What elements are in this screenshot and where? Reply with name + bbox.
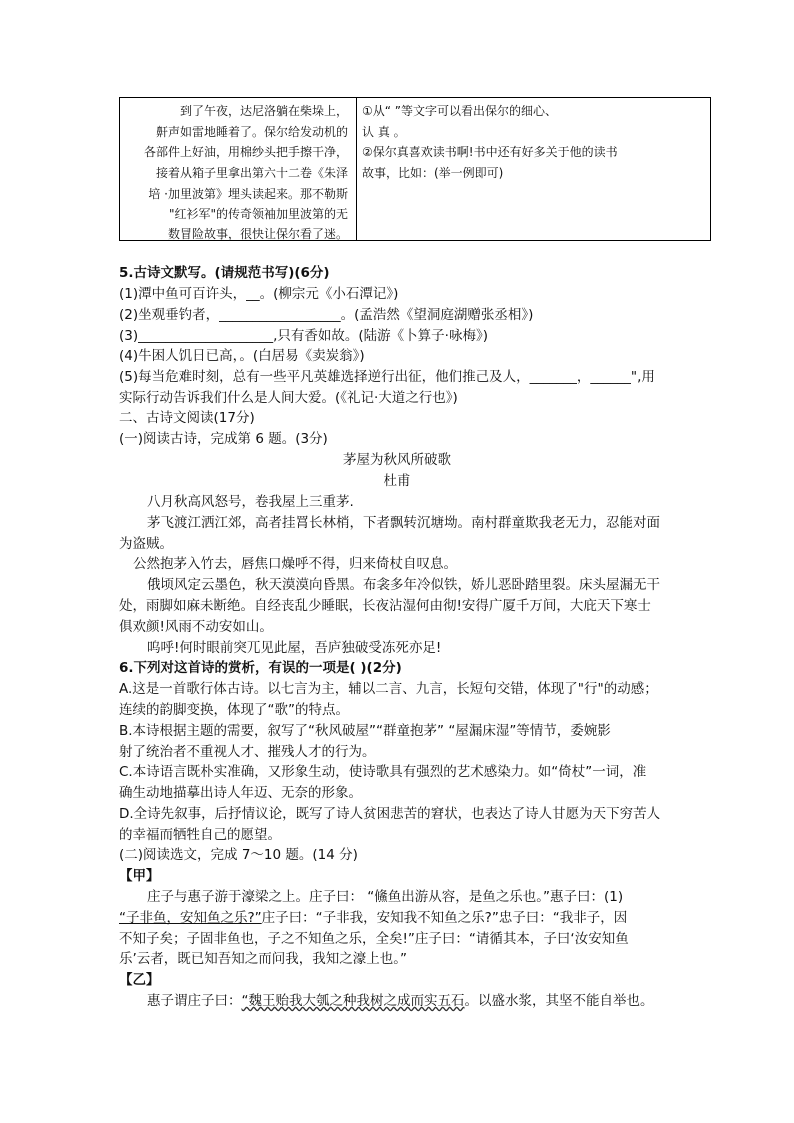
table-left-line: "红衫军"的传奇领袖加里波第的无 (168, 207, 348, 221)
table-left-line: 到了午夜，达尼洛躺在柴垛上， (179, 104, 348, 118)
poem-line: 俱欢颜!风雨不动安如山。 (119, 619, 273, 635)
poem-title: 茅屋为秋风所破歌 (343, 452, 451, 468)
table-left-line: 接着从箱子里拿出第六十二卷《朱泽 (155, 166, 348, 180)
table-left-line: 数冒险故事，很快让保尔看了迷。 (167, 227, 348, 241)
q6-option-a: A.这是一首歌行体古诗。以七言为主，辅以二言、九言，长短句交错，体现了"行"的动感； (119, 681, 658, 697)
table-left-line: 培 ·加里波第》埋头读起来。那不勒斯 (148, 187, 348, 201)
q6-title: 6.下列对这首诗的赏析，有误的一项是( )(2分) (119, 660, 402, 676)
q6-option-c: C.本诗语言既朴实准确，又形象生动，使诗歌具有强烈的艺术感染力。如“倚杖”一词，准 (119, 764, 647, 780)
passage-yi-text: 惠子谓庄子曰： (147, 993, 242, 1009)
poem-line: 为盗贼。 (119, 536, 173, 552)
passage-jia-text: 庄子曰：“子非我，安知我不知鱼之乐?”忠子曰：“我非子，因 (261, 910, 628, 926)
q6-option-c-cont: 确生动地描摹出诗人年迈、无奈的形象。 (119, 785, 362, 801)
passage-jia-label: 【甲】 (119, 868, 160, 884)
passage-jia-line (119, 912, 627, 926)
table-right-cell (362, 98, 707, 240)
underlined-sentence: “子非鱼，安知鱼之乐?” (119, 910, 262, 926)
poem-line: 公然抱茅入竹去，唇焦口燥呼不得，归来倚杖自叹息。 (133, 556, 457, 572)
poem-line: 呜呼!何时眼前突兀见此屋，吾庐独破受冻死亦足! (147, 640, 442, 656)
table-left-line: 各部件上好油，用棉纱头把手擦干净， (143, 145, 348, 159)
table-divider (356, 98, 357, 240)
passage-yi-label: 【乙】 (119, 972, 160, 988)
q5-item-2: (2)坐观垂钓者，__________________。(孟浩然《望洞庭湖赠张丞相》) (119, 307, 534, 323)
wavy-underlined-sentence: “魏王贻我大瓠之种我树之成而实五石 (241, 993, 465, 1009)
q6-option-d: D.全诗先叙事，后抒情议论，既写了诗人贫困悲苦的窘状，也表达了诗人甘愿为天下穷苦人 (119, 806, 661, 822)
q5-item-4: (4)牛困人饥日已高，。(白居易《卖炭翁》) (119, 348, 365, 364)
section-2-sub1: (一)阅读古诗，完成第 6 题。(3分) (119, 431, 328, 447)
q5-item-5-cont: 实际行动告诉我们什么是人间大爱。(《礼记·大道之行也》) (119, 390, 458, 406)
table-right-line: ②保尔真喜欢读书啊!书中还有好多关于他的读书 (362, 145, 618, 159)
passage-jia-line: 庄子与惠子游于濠梁之上。庄子曰： “鯈鱼出游从容，是鱼之乐也。”惠子曰：(1) (147, 889, 624, 905)
q5-item-1: (1)潭中鱼可百许头，__。(柳宗元《小石潭记》) (119, 286, 399, 302)
poem-line: 俄顷风定云墨色，秋天漠漠向昏黑。布衾多年冷似铁，娇儿恶卧踏里裂。床头屋漏无干 (147, 577, 660, 593)
passage-jia-line: 乐’云者，既已知吾知之而问我，我知之濠上也。” (119, 951, 408, 967)
q6-option-a-cont: 连续的韵脚变换，体现了“歌”的特点。 (119, 702, 349, 718)
table-left-line: 鼾声如雷地睡着了。保尔给发动机的 (155, 125, 348, 139)
passage-yi-line (147, 995, 654, 1009)
poem-author: 杜甫 (383, 473, 411, 489)
section-2-sub2: (二)阅读选文，完成 7～10 题。(14 分) (119, 847, 358, 863)
passage-yi-text: 。以盛水浆，其坚不能自举也。 (464, 993, 654, 1009)
poem-line: 茅飞渡江洒江郊，高者挂罥长林梢，下者飘转沉塘坳。南村群童欺我老无力，忍能对面 (147, 515, 660, 531)
table-right-line: ①从“ ”等文字可以看出保尔的细心、 (362, 104, 558, 118)
q5-item-5: (5)每当危难时刻，总有一些平凡英雄选择逆行出征，他们推己及人，_______，______",用 (119, 369, 655, 385)
q6-option-b: B.本诗根据主题的需要，叙写了“秋风破屋”“群童抱茅” “屋漏床湿”等情节，委婉影 (119, 723, 611, 739)
answer-table (119, 97, 711, 241)
table-left-cell (120, 98, 356, 240)
q5-title: 5.古诗文默写。(请规范书写)(6分) (119, 265, 330, 281)
q5-item-3: (3)____________________,只有香如故。(陆游《卜算子·咏梅》) (119, 328, 488, 344)
q6-option-b-cont: 射了统治者不重视人才、摧残人才的行为。 (119, 744, 376, 760)
passage-jia-line: 不知子矣；子固非鱼也，子之不知鱼之乐，全矣!”庄子曰：“请循其本，子曰‘汝安知鱼 (119, 931, 629, 947)
q6-option-d-cont: 的幸福而牺牲自己的愿望。 (119, 827, 281, 843)
poem-line: 处，雨脚如麻未断绝。自经丧乱少睡眠，长夜沾湿何由彻!安得广厦千万间，大庇天下寒士 (119, 598, 651, 614)
table-right-line: 认 真 。 (362, 125, 406, 139)
section-2-title: 二、古诗文阅读(17分) (119, 410, 255, 426)
table-right-line: 故事，比如：(举一例即可) (362, 166, 504, 180)
poem-line: 八月秋高风怒号，卷我屋上三重茅. (147, 494, 354, 510)
